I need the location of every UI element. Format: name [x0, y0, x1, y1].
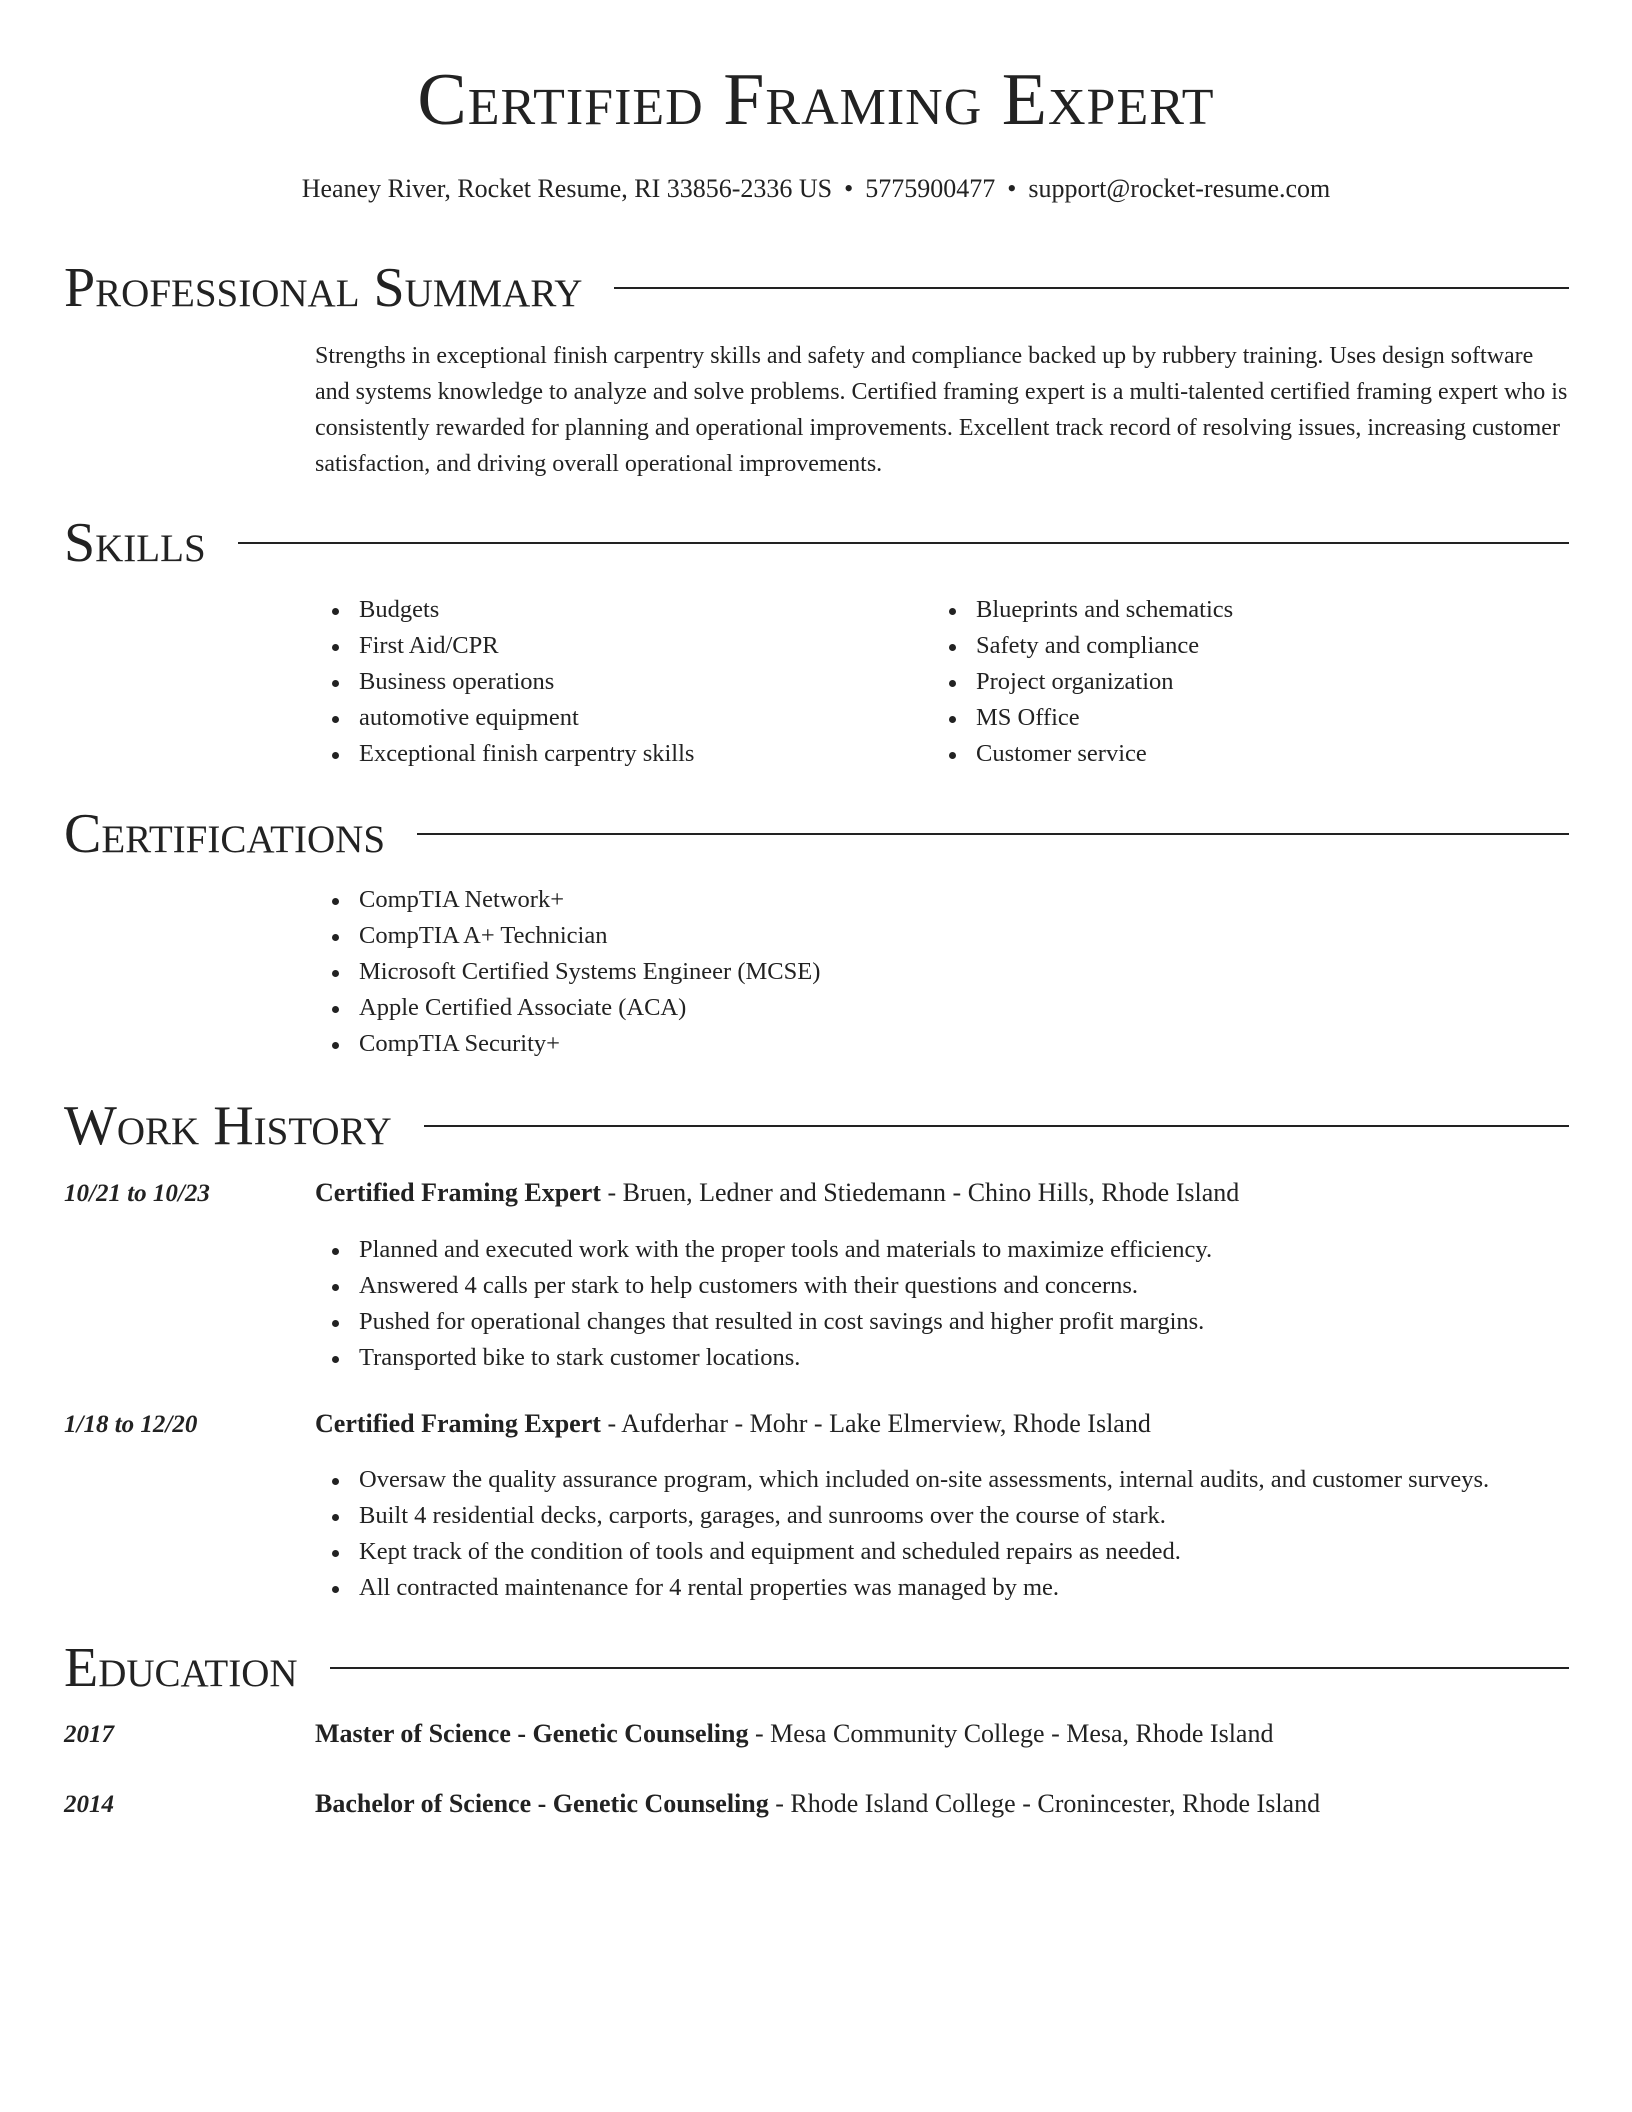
skill-item: First Aid/CPR: [315, 628, 915, 664]
job-duty-item: Planned and executed work with the proper tools and materials to maximize efficiency.: [315, 1232, 1575, 1268]
job-dates: 1/18 to 12/20: [64, 1411, 198, 1438]
job-role: Certified Framing Expert: [315, 1409, 601, 1438]
summary-text: Strengths in exceptional finish carpentry skills and safety and compliance backed up by rubbery training. Uses design software and systems knowledge to analyze and solve problems. Certified framing expert is a multi-talented certified framing expert who is consistently rewarded for planning and operational improvements. Excellent track record of resolving issues, increasing customer satisfaction, and driving overall operational improvements.: [315, 343, 1568, 477]
education-section-title: Education: [64, 1637, 298, 1699]
summary-section-title: Professional Summary: [64, 257, 583, 319]
skill-item: Safety and compliance: [932, 628, 1532, 664]
education-school-location: - Mesa Community College - Mesa, Rhode Island: [748, 1719, 1274, 1748]
education-heading: [315, 1789, 1320, 1819]
job-duty-item: Built 4 residential decks, carports, garages, and sunrooms over the course of stark.: [315, 1498, 1575, 1534]
job-duties-list: [315, 1462, 1575, 1606]
skills-section-title: Skills: [64, 512, 206, 574]
job-duty-item: All contracted maintenance for 4 rental properties was managed by me.: [315, 1570, 1575, 1606]
summary-section-header: [64, 257, 1569, 319]
education-heading: [315, 1719, 1273, 1749]
resume-name: Certified Framing Expert: [417, 59, 1215, 141]
contact-separator: •: [1007, 174, 1017, 203]
contact-line: [0, 174, 1632, 204]
skill-item: MS Office: [932, 700, 1532, 736]
job-heading: [315, 1409, 1151, 1439]
skill-item: Project organization: [932, 664, 1532, 700]
contact-address: Heaney River, Rocket Resume, RI 33856-2336 US: [301, 174, 833, 203]
job-duty-item: Oversaw the quality assurance program, which included on-site assessments, internal audits, and customer surveys.: [315, 1462, 1575, 1498]
education-year: 2017: [64, 1721, 114, 1748]
work-section-header: [64, 1095, 1569, 1157]
skill-item: Customer service: [932, 736, 1532, 772]
skills-section-header: [64, 512, 1569, 574]
section-divider: [424, 1125, 1569, 1127]
certification-item: Apple Certified Associate (ACA): [315, 990, 1515, 1026]
certifications-section-title: Certifications: [64, 803, 386, 865]
skill-item: Blueprints and schematics: [932, 592, 1532, 628]
certification-item: CompTIA Security+: [315, 1026, 1515, 1062]
education-degree: Bachelor of Science - Genetic Counseling: [315, 1789, 769, 1818]
job-duties-list: [315, 1232, 1575, 1376]
job-heading: [315, 1178, 1239, 1208]
education-year: 2014: [64, 1791, 114, 1818]
job-duty-item: Answered 4 calls per stark to help customers with their questions and concerns.: [315, 1268, 1575, 1304]
education-section-header: [64, 1637, 1569, 1699]
skill-item: automotive equipment: [315, 700, 915, 736]
job-duty-item: Transported bike to stark customer locations.: [315, 1340, 1575, 1376]
section-divider: [238, 542, 1569, 544]
job-duty-item: Pushed for operational changes that resulted in cost savings and higher profit margins.: [315, 1304, 1575, 1340]
education-degree: Master of Science - Genetic Counseling: [315, 1719, 749, 1748]
section-divider: [330, 1667, 1569, 1669]
certification-item: Microsoft Certified Systems Engineer (MCSE): [315, 954, 1515, 990]
education-school-location: - Rhode Island College - Cronincester, Rhode Island: [768, 1789, 1321, 1818]
job-employer-location: - Bruen, Ledner and Stiedemann - Chino Hills, Rhode Island: [600, 1178, 1240, 1207]
section-divider: [417, 833, 1569, 835]
skill-item: Business operations: [315, 664, 915, 700]
skill-item: Exceptional finish carpentry skills: [315, 736, 915, 772]
skill-item: Budgets: [315, 592, 915, 628]
certifications-section-header: [64, 803, 1569, 865]
job-employer-location: - Aufderhar - Mohr - Lake Elmerview, Rhode Island: [600, 1409, 1151, 1438]
job-duty-item: Kept track of the condition of tools and equipment and scheduled repairs as needed.: [315, 1534, 1575, 1570]
certification-item: CompTIA Network+: [315, 882, 1515, 918]
job-role: Certified Framing Expert: [315, 1178, 601, 1207]
skills-right-column: [932, 592, 1532, 772]
work-section-title: Work History: [64, 1095, 392, 1157]
contact-separator: •: [844, 174, 854, 203]
contact-phone: 5775900477: [865, 174, 996, 203]
section-divider: [614, 287, 1569, 289]
skills-left-column: [315, 592, 915, 772]
contact-email: support@rocket-resume.com: [1028, 174, 1331, 203]
certification-item: CompTIA A+ Technician: [315, 918, 1515, 954]
certifications-list: [315, 882, 1515, 1062]
job-dates: 10/21 to 10/23: [64, 1180, 210, 1207]
